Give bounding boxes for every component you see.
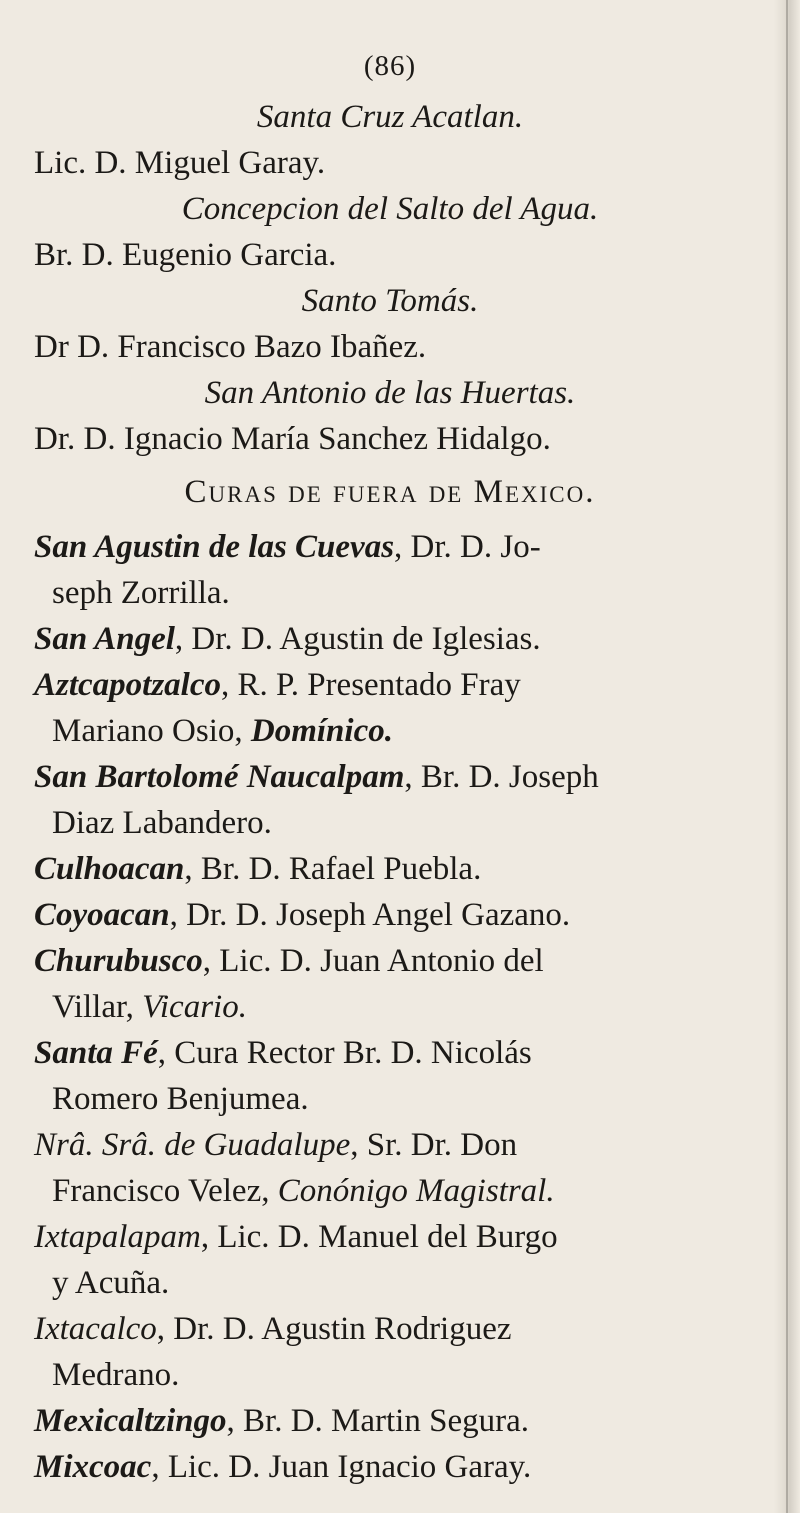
parish-entry <box>34 1215 558 1259</box>
parish-name: San Bartolomé Naucalpam <box>34 759 405 795</box>
priest-name: , Dr. D. Agustin Rodriguez <box>156 1311 512 1347</box>
entry-continuation: Medrano. <box>52 1357 180 1393</box>
parish-name: Mixcoac <box>34 1449 152 1485</box>
priest-name: Villar, <box>52 989 143 1025</box>
priest-entry: Br. D. Eugenio Garcia. <box>34 237 337 273</box>
priest-name: , Dr. D. Agustin de Iglesias. <box>174 621 541 657</box>
entry-continuation: y Acuña. <box>52 1265 170 1301</box>
parish-entry <box>34 525 541 569</box>
parish-name: Churubusco <box>34 943 203 979</box>
priest-name: , Dr. D. Joseph Angel Gazano. <box>169 897 571 933</box>
parish-name: Nrâ. Srâ. de Guadalupe <box>34 1127 351 1163</box>
page-edge-line <box>786 0 788 1513</box>
priest-name: , R. P. Presentado Fray <box>221 667 521 703</box>
parish-entry <box>34 893 570 937</box>
parish-heading: Concepcion del Salto del Agua. <box>181 191 599 227</box>
parish-entry <box>34 939 544 983</box>
priest-name: , Br. D. Martin Segura. <box>226 1403 529 1439</box>
parish-heading: Santo Tomás. <box>301 283 479 319</box>
parish-name: San Angel <box>34 621 175 657</box>
priest-name: Francisco Velez, <box>52 1173 278 1209</box>
priest-name: Mariano Osio, <box>52 713 251 749</box>
parish-entry <box>34 1307 512 1351</box>
parish-entry <box>34 617 541 661</box>
priest-name: , Lic. D. Manuel del Burgo <box>200 1219 558 1255</box>
parish-name: Santa Fé <box>34 1035 158 1071</box>
priest-name: , Br. D. Rafael Puebla. <box>184 851 482 887</box>
entry-continuation <box>52 1169 555 1213</box>
parish-heading: Santa Cruz Acatlan. <box>256 99 524 135</box>
parish-name: Culhoacan <box>34 851 185 887</box>
page-number: (86) <box>363 50 417 82</box>
priest-name: , Br. D. Joseph <box>404 759 599 795</box>
priest-name: , Lic. D. Juan Antonio del <box>202 943 544 979</box>
entry-continuation <box>52 985 247 1029</box>
entry-continuation: Romero Benjumea. <box>52 1081 309 1117</box>
section-heading <box>0 470 780 514</box>
role-name: Vicario. <box>142 989 247 1025</box>
role-name: Conónigo Magistral. <box>277 1173 555 1209</box>
parish-entry <box>34 847 481 891</box>
parish-entry <box>34 663 521 707</box>
priest-entry: Dr. D. Ignacio María Sanchez Hidalgo. <box>34 421 551 457</box>
priest-name: , Dr. D. Jo- <box>394 529 541 565</box>
parish-name: San Agustin de las Cuevas <box>34 529 395 565</box>
parish-heading: San Antonio de las Huertas. <box>204 375 576 411</box>
priest-name: , Sr. Dr. Don <box>350 1127 518 1163</box>
priest-entry: Lic. D. Miguel Garay. <box>34 145 326 181</box>
priest-name: , Lic. D. Juan Ignacio Garay. <box>151 1449 532 1485</box>
parish-entry <box>34 1031 532 1075</box>
priest-entry: Dr D. Francisco Bazo Ibañez. <box>34 329 427 365</box>
parish-name: Ixtacalco <box>34 1311 157 1347</box>
parish-name: Mexicaltzingo <box>34 1403 227 1439</box>
entry-continuation: seph Zorrilla. <box>52 575 230 611</box>
parish-name: Ixtapalapam <box>34 1219 201 1255</box>
parish-entry <box>34 1445 531 1489</box>
entry-continuation: Diaz Labandero. <box>52 805 272 841</box>
parish-name: Aztcapotzalco <box>34 667 221 703</box>
section-heading-text: Curas de fuera de Mexico. <box>184 474 596 510</box>
entry-continuation <box>52 709 393 753</box>
parish-entry <box>34 1399 529 1443</box>
parish-name: Coyoacan <box>34 897 170 933</box>
priest-name: , Cura Rector Br. D. Nicolás <box>157 1035 532 1071</box>
order-name: Domínico. <box>250 713 393 749</box>
parish-entry <box>34 755 599 799</box>
parish-entry <box>34 1123 517 1167</box>
